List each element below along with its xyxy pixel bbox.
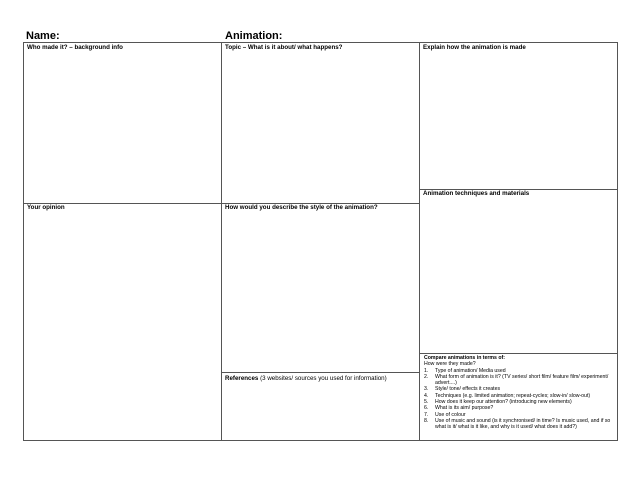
list-item-number: 5.	[424, 399, 429, 406]
list-item-number: 3.	[424, 386, 429, 393]
list-item-text: Use of colour	[435, 411, 466, 418]
list-item-number: 4.	[424, 392, 429, 399]
list-item-number: 2.	[424, 373, 429, 380]
compare-list	[424, 368, 616, 431]
compare-section	[424, 355, 616, 431]
who-made-label: Who made it? – background info	[27, 44, 123, 51]
animation-label: Animation:	[225, 30, 283, 42]
column-divider-1	[221, 43, 222, 440]
references-label	[225, 376, 387, 383]
list-item-number: 7.	[424, 411, 429, 418]
compare-title: Compare animations in terms of:	[424, 355, 505, 361]
row-divider-middle-bottom	[221, 372, 419, 373]
list-item-text: What is its aim/ purpose?	[435, 405, 494, 412]
list-item-text: Type of animation/ Media used	[435, 367, 506, 374]
list-item-text: What form of animation is it? (TV series/ short film/ feature film/ experiment/ advert....)	[435, 373, 609, 387]
explain-label: Explain how the animation is made	[423, 44, 526, 51]
list-item	[424, 418, 616, 431]
opinion-label: Your opinion	[27, 204, 65, 211]
compare-subtitle: How were they made?	[424, 361, 476, 368]
list-item-text: Techniques (e.g. limited animation; repeat-cycles; slow-in/ slow-out)	[435, 392, 591, 399]
style-label: How would you describe the style of the animation?	[225, 204, 378, 211]
list-item-number: 1.	[424, 367, 429, 374]
list-item-text: How does it keep our attention? (introducing new elements)	[435, 399, 572, 406]
list-item	[424, 374, 616, 387]
row-divider-right-bottom	[419, 353, 618, 354]
topic-label: Topic – What is it about/ what happens?	[225, 44, 343, 51]
worksheet-grid	[23, 42, 618, 441]
name-label: Name:	[26, 30, 60, 42]
list-item-number: 8.	[424, 417, 429, 424]
column-divider-2	[419, 43, 420, 440]
references-bold: References	[225, 375, 259, 382]
list-item-text: Style/ tone/ effects it creates	[435, 386, 501, 393]
list-item-number: 6.	[424, 405, 429, 412]
list-item-text: Use of music and sound (is it synchronised/ in time? Is music used, and if so what is it/ what is it like, and why is it used/ what does it add?)	[435, 417, 611, 431]
references-rest: (3 websites/ sources you used for information)	[258, 375, 387, 382]
techniques-label: Animation techniques and materials	[423, 190, 530, 197]
